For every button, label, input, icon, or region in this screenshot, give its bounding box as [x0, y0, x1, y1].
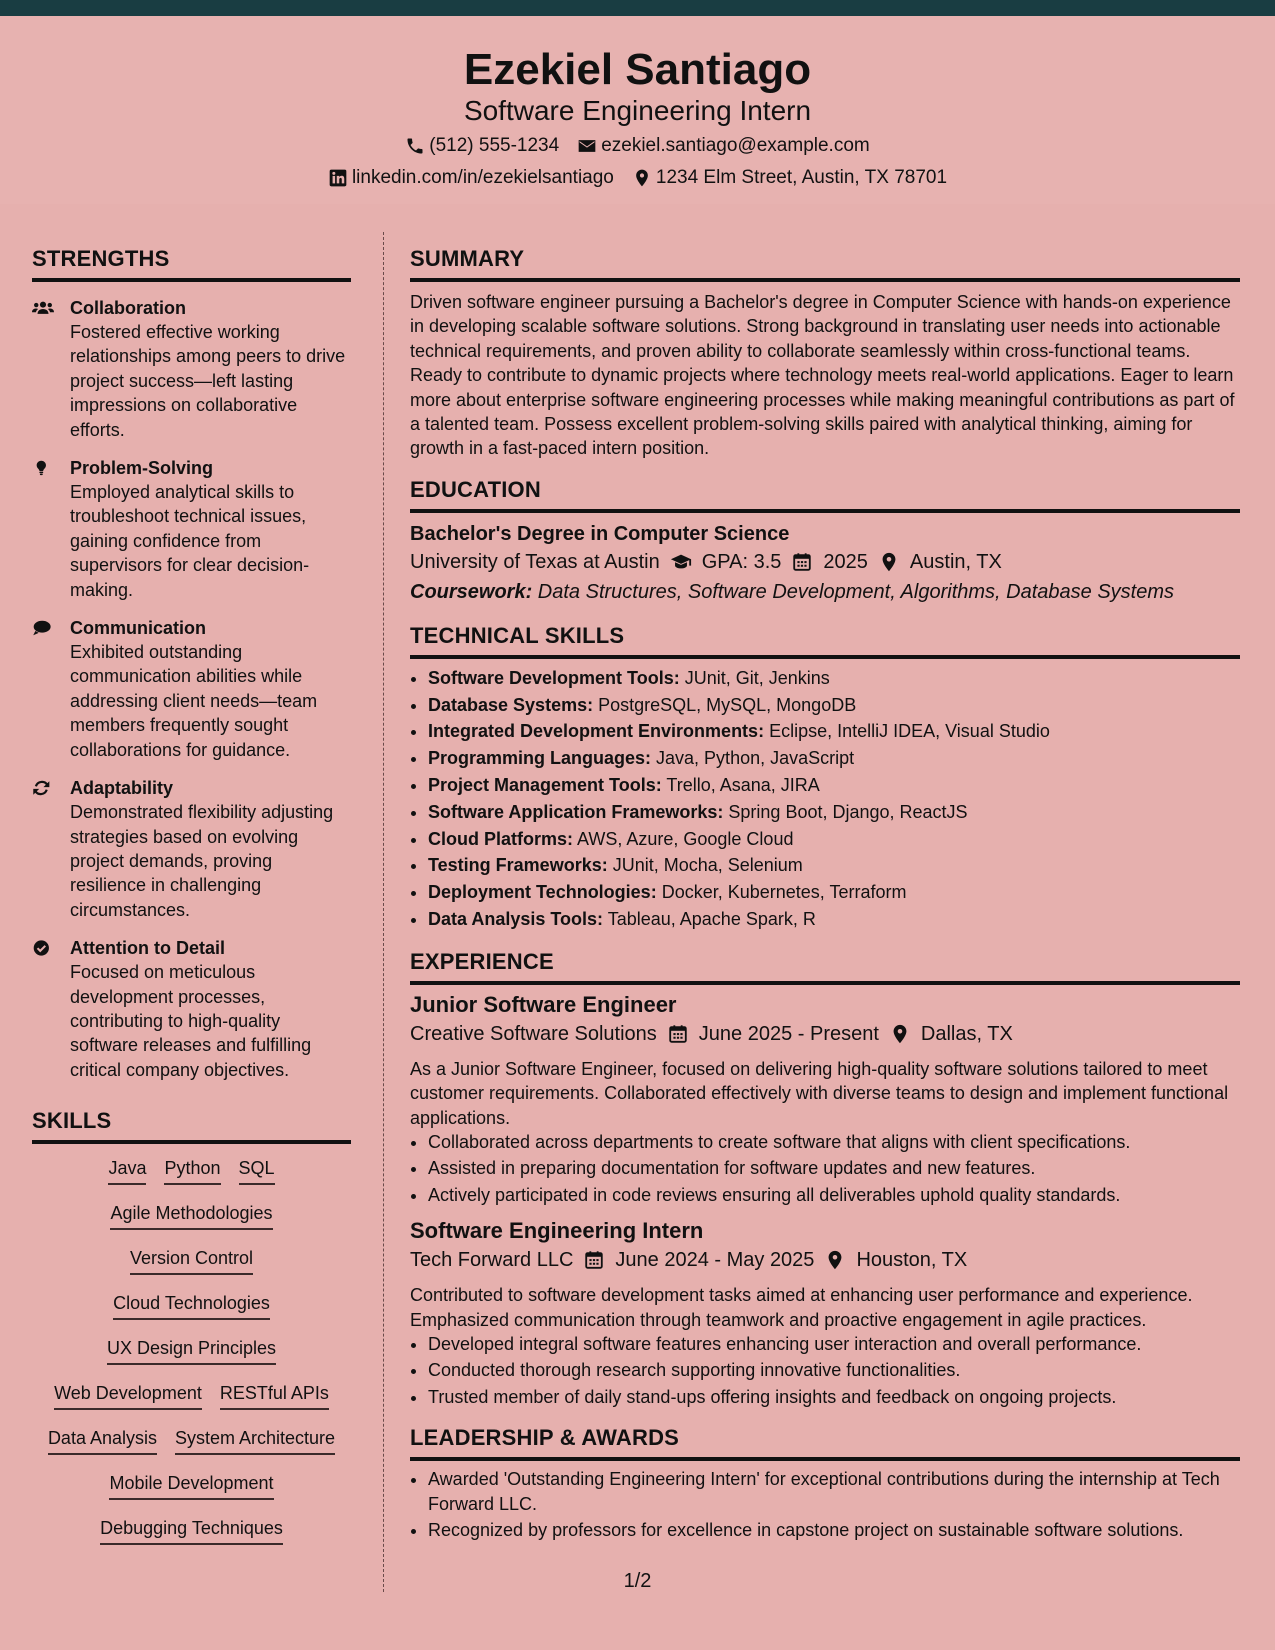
- list-item: • Recognized by professors for excellence in capstone project on sustainable software solutions.: [428, 1518, 1240, 1542]
- tech-skill-label: Software Development Tools:: [428, 667, 680, 688]
- strength-desc: Focused on meticulous development processes, contributing to high-quality software releases and fulfilling critical company objectives.: [70, 962, 312, 1080]
- comment-icon: [32, 616, 70, 762]
- skill-tag: Data Analysis: [48, 1426, 157, 1455]
- strength-desc: Exhibited outstanding communication abilities while addressing client needs—team members frequently sought collaborations for guidance.: [70, 642, 318, 760]
- skills-list: [32, 1156, 351, 1561]
- tech-skill-value: AWS, Azure, Google Cloud: [573, 828, 794, 849]
- right-column: [410, 244, 1240, 1545]
- strength-item: [32, 296, 351, 442]
- email-contact[interactable]: [577, 134, 870, 158]
- dates-item: [583, 1245, 814, 1275]
- tech-skill-label: Database Systems:: [428, 694, 594, 715]
- contact-row-1: [0, 134, 1275, 158]
- linkedin-contact[interactable]: [328, 166, 614, 190]
- phone-contact: [405, 134, 559, 158]
- tech-skill-value: JUnit, Git, Jenkins: [679, 667, 830, 688]
- tech-skill-value: Spring Boot, Django, ReactJS: [723, 801, 968, 822]
- list-item: [428, 799, 1240, 826]
- check-circle-icon: [32, 936, 70, 1082]
- email-text: ezekiel.santiago@example.com: [601, 135, 870, 156]
- experience-heading: EXPERIENCE: [410, 947, 1240, 985]
- list-item: [428, 692, 1240, 719]
- coursework-list: Data Structures, Software Development, Algorithms, Database Systems: [532, 580, 1174, 603]
- strength-title: Adaptability: [70, 778, 174, 799]
- left-column: [32, 244, 351, 1561]
- skill-tag: Debugging Techniques: [100, 1516, 283, 1545]
- address-contact: [632, 166, 947, 190]
- skill-tag: Python: [164, 1156, 220, 1185]
- address-text: 1234 Elm Street, Austin, TX 78701: [655, 167, 948, 188]
- tech-skill-label: Cloud Platforms:: [428, 828, 574, 849]
- strength-title: Communication: [70, 618, 207, 639]
- company-name: Tech Forward LLC: [410, 1249, 574, 1272]
- phone-text: (512) 555-1234: [429, 135, 560, 156]
- skill-row: [32, 1381, 351, 1426]
- map-marker-icon: [889, 1023, 911, 1045]
- list-item: • Actively participated in code reviews ensuring all deliverables uphold quality standards.: [428, 1183, 1240, 1207]
- envelope-icon: [577, 136, 597, 156]
- users-icon: [32, 296, 70, 442]
- tech-skill-value: Tableau, Apache Spark, R: [603, 909, 816, 930]
- skill-row: [32, 1516, 351, 1561]
- list-item: • Trusted member of daily stand-ups offering insights and feedback on ongoing projects.: [428, 1385, 1240, 1409]
- list-item: [428, 745, 1240, 772]
- job-dates: June 2024 - May 2025: [615, 1249, 815, 1272]
- list-item: • Developed integral software features enhancing user interaction and overall performance.: [428, 1332, 1240, 1356]
- page-number: 1/2: [623, 1570, 652, 1592]
- job-description: Contributed to software development tasks aimed at enhancing user performance and experience. Emphasized communication through teamwork and proactive engagement in agile practices.: [410, 1285, 1193, 1330]
- map-marker-icon: [878, 551, 900, 573]
- experience-section: [410, 947, 1240, 1409]
- skill-row: [32, 1471, 351, 1516]
- leadership-heading: LEADERSHIP & AWARDS: [410, 1423, 1240, 1461]
- technical-skills-section: [410, 621, 1240, 933]
- strength-desc: Demonstrated flexibility adjusting strategies based on evolving project demands, proving resilience in challenging circumstances.: [70, 802, 334, 920]
- tech-skill-value: PostgreSQL, MySQL, MongoDB: [593, 694, 857, 715]
- company-name: Creative Software Solutions: [410, 1022, 657, 1045]
- skill-tag: Cloud Technologies: [113, 1291, 270, 1320]
- gpa-text: GPA: 3.5: [701, 550, 782, 573]
- skill-tag: System Architecture: [175, 1426, 335, 1455]
- school-name: University of Texas at Austin: [410, 550, 660, 573]
- leadership-list: [410, 1467, 1240, 1542]
- tech-skill-label: Software Application Frameworks:: [428, 801, 724, 822]
- linkedin-text: linkedin.com/in/ezekielsantiago: [351, 167, 614, 188]
- skill-tag: Web Development: [54, 1381, 202, 1410]
- technical-skills-heading: TECHNICAL SKILLS: [410, 621, 1240, 659]
- year-item: [791, 547, 868, 577]
- education-section: [410, 475, 1240, 607]
- list-item: [428, 879, 1240, 906]
- skills-heading: SKILLS: [32, 1106, 351, 1144]
- education-meta: [410, 547, 1240, 577]
- strength-item: [32, 936, 351, 1082]
- strength-desc: Fostered effective working relationships among peers to drive project success—left lasting impressions on collaborative efforts.: [70, 322, 346, 440]
- candidate-role: Software Engineering Intern: [463, 95, 812, 126]
- strength-item: [32, 776, 351, 922]
- list-item: [428, 906, 1240, 933]
- leadership-section: [410, 1423, 1240, 1542]
- summary-heading: SUMMARY: [410, 244, 1240, 282]
- strength-title: Attention to Detail: [70, 938, 225, 959]
- tech-skill-label: Programming Languages:: [428, 748, 652, 769]
- location-item: [824, 1245, 967, 1275]
- job-title: Junior Software Engineer: [410, 991, 677, 1017]
- strength-title: Collaboration: [70, 298, 186, 318]
- job-location: Dallas, TX: [920, 1022, 1013, 1045]
- calendar-icon: [791, 551, 813, 573]
- technical-skills-list: [410, 665, 1240, 933]
- dates-item: [667, 1019, 879, 1049]
- location-item: [889, 1019, 1013, 1049]
- strength-item: [32, 456, 351, 602]
- graduation-cap-icon: [670, 551, 692, 573]
- tech-skill-value: JUnit, Mocha, Selenium: [607, 855, 803, 876]
- tech-skill-label: Deployment Technologies:: [428, 882, 657, 903]
- strengths-heading: STRENGTHS: [32, 244, 351, 282]
- tech-skill-value: Eclipse, IntelliJ IDEA, Visual Studio: [764, 721, 1050, 742]
- linkedin-icon: [328, 168, 348, 188]
- map-marker-icon: [824, 1249, 846, 1271]
- coursework-label: Coursework:: [410, 580, 533, 603]
- strength-desc: Employed analytical skills to troubleshoot technical issues, gaining confidence from supervisors for clear decision-making.: [70, 482, 310, 600]
- gpa-item: [670, 547, 782, 577]
- skill-tag: Version Control: [130, 1246, 253, 1275]
- job-bullets: [410, 1130, 1240, 1207]
- refresh-icon: [32, 776, 70, 922]
- list-item: • Awarded 'Outstanding Engineering Intern' for exceptional contributions during the internship at Tech Forward LLC.: [428, 1467, 1240, 1516]
- skill-row: [32, 1246, 351, 1291]
- job-bullets: [410, 1332, 1240, 1409]
- top-accent-bar: [0, 0, 1275, 16]
- list-item: [428, 718, 1240, 745]
- list-item: • Assisted in preparing documentation for software updates and new features.: [428, 1156, 1240, 1180]
- skill-tag: Agile Methodologies: [110, 1201, 272, 1230]
- tech-skill-value: Trello, Asana, JIRA: [661, 775, 820, 796]
- list-item: [428, 772, 1240, 799]
- job-location: Houston, TX: [856, 1249, 968, 1272]
- skill-tag: SQL: [239, 1156, 275, 1185]
- calendar-icon: [667, 1023, 689, 1045]
- column-divider: [383, 232, 384, 1592]
- skill-tag: Mobile Development: [109, 1471, 273, 1500]
- lightbulb-icon: [32, 456, 70, 602]
- map-marker-icon: [632, 168, 652, 188]
- list-item: [428, 665, 1240, 692]
- coursework-line: [410, 577, 1240, 607]
- list-item: • Conducted thorough research supporting innovative functionalities.: [428, 1358, 1240, 1382]
- skill-tag: RESTful APIs: [220, 1381, 329, 1410]
- skill-row: [32, 1426, 351, 1471]
- job-meta: [410, 1245, 1240, 1275]
- contact-row-2: [0, 166, 1275, 190]
- tech-skill-label: Project Management Tools:: [428, 775, 662, 796]
- location-item: [878, 547, 1002, 577]
- job-description: As a Junior Software Engineer, focused on delivering high-quality software solutions tailored to meet customer requirements. Collaborated effectively with diverse teams to design and implement functional applications.: [410, 1058, 1229, 1128]
- degree-title: Bachelor's Degree in Computer Science: [410, 522, 790, 545]
- tech-skill-label: Integrated Development Environments:: [428, 721, 765, 742]
- tech-skill-label: Testing Frameworks:: [428, 855, 608, 876]
- list-item: [428, 826, 1240, 853]
- list-item: [428, 852, 1240, 879]
- job-dates: June 2025 - Present: [698, 1022, 879, 1045]
- skill-tag: Java: [108, 1156, 146, 1185]
- education-heading: EDUCATION: [410, 475, 1240, 513]
- strength-title: Problem-Solving: [70, 458, 214, 479]
- skill-row: [32, 1156, 351, 1201]
- summary-text: Driven software engineer pursuing a Bachelor's degree in Computer Science with hands-on experience in developing scalable software solutions. Strong background in translating user needs into actionable technical requirements, and proven ability to collaborate seamlessly within cross-functional teams. Ready to contribute to dynamic projects where technology meets real-world applications. Eager to learn more about enterprise software engineering processes while making meaningful contributions as part of a talented team. Possess excellent problem-solving skills paired with analytical thinking, aiming for growth in a fast-paced intern position.: [410, 292, 1235, 459]
- graduation-year: 2025: [823, 550, 868, 573]
- skill-row: [32, 1201, 351, 1246]
- job-meta: [410, 1019, 1240, 1049]
- strength-item: [32, 616, 351, 762]
- list-item: • Collaborated across departments to create software that aligns with client specifications.: [428, 1130, 1240, 1154]
- skill-row: [32, 1336, 351, 1381]
- candidate-name: Ezekiel Santiago: [463, 45, 812, 94]
- resume-header: [0, 16, 1275, 204]
- job-title: Software Engineering Intern: [410, 1218, 704, 1244]
- skill-row: [32, 1291, 351, 1336]
- tech-skill-value: Java, Python, JavaScript: [651, 748, 855, 769]
- summary-section: [410, 244, 1240, 461]
- calendar-icon: [583, 1249, 605, 1271]
- tech-skill-value: Docker, Kubernetes, Terraform: [656, 882, 907, 903]
- skill-tag: UX Design Principles: [107, 1336, 276, 1365]
- tech-skill-label: Data Analysis Tools:: [428, 909, 604, 930]
- phone-icon: [405, 136, 425, 156]
- education-location: Austin, TX: [909, 550, 1002, 573]
